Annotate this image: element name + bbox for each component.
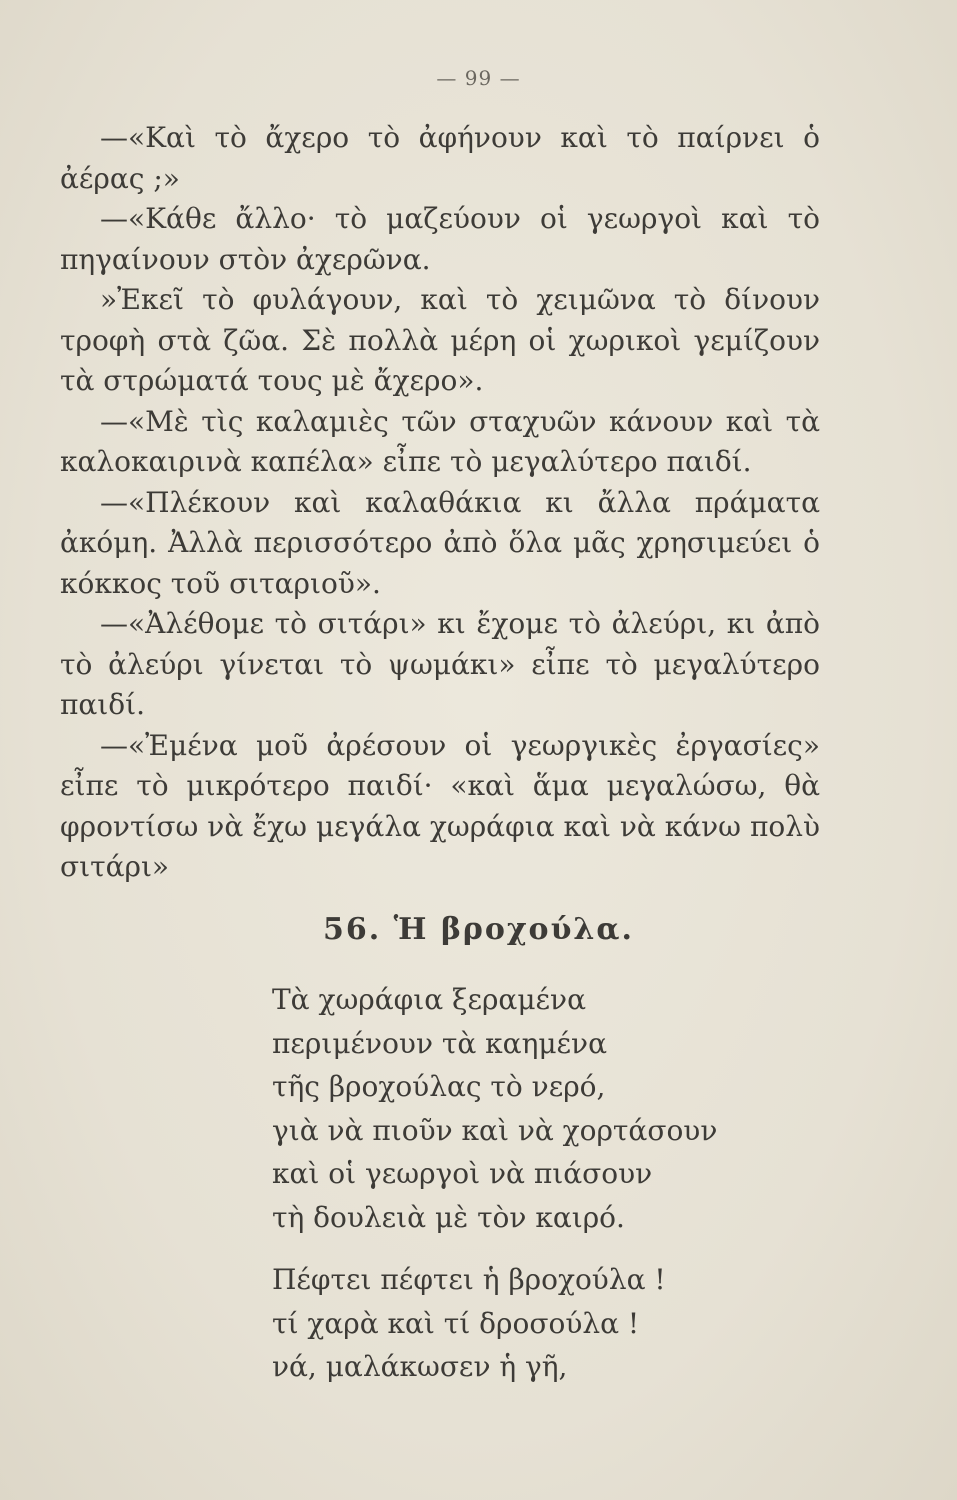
prose-line: καλοκαιρινὰ καπέλα» εἶπε τὸ μεγαλύτερο παιδί. [60, 445, 752, 478]
prose-line: ἀέρας ;» [60, 161, 180, 195]
prose-line: εἶπε τὸ μικρότερο παιδί· «καὶ ἅμα μεγαλώσω, θὰ [60, 769, 820, 802]
poem-line: τῆς βροχούλας τὸ νερό, [272, 1070, 606, 1103]
prose-line: —«Ἀλέθομε τὸ σιτάρι» κι ἔχομε τὸ ἀλεύρι, κι ἀπὸ [100, 607, 820, 640]
poem-line: Τὰ χωράφια ξεραμένα [272, 983, 586, 1016]
prose-line: —«Μὲ τὶς καλαμιὲς τῶν σταχυῶν κάνουν καὶ τὰ [100, 404, 820, 438]
prose-text [60, 118, 820, 888]
prose-line: »Ἐκεῖ τὸ φυλάγουν, καὶ τὸ χειμῶνα τὸ δίνουν [100, 283, 820, 316]
prose-line: τροφὴ στὰ ζῶα. Σὲ πολλὰ μέρη οἱ χωρικοὶ γεμίζουν [60, 323, 820, 357]
prose-line: κόκκος τοῦ σιταριοῦ». [60, 566, 381, 600]
poem-line: γιὰ νὰ πιοῦν καὶ νὰ χορτάσουν [272, 1113, 718, 1147]
poem-line: τὴ δουλειὰ μὲ τὸν καιρό. [272, 1200, 625, 1234]
prose-line: παιδί. [60, 688, 146, 721]
poem-line: τί χαρὰ καὶ τί δροσούλα ! [272, 1306, 640, 1340]
poem-stanza-1 [272, 978, 832, 1239]
prose-line: πηγαίνουν στὸν ἀχερῶνα. [60, 242, 431, 276]
poem-stanza-2 [272, 1258, 832, 1389]
prose-line: —«Καὶ τὸ ἄχερο τὸ ἀφήνουν καὶ τὸ παίρνει ὁ [100, 121, 820, 154]
prose-line: —«Κάθε ἄλλο· τὸ μαζεύουν οἱ γεωργοὶ καὶ τὸ [100, 202, 820, 235]
prose-line: σιτάρι» [60, 850, 170, 883]
poem-line: καὶ οἱ γεωργοὶ νὰ πιάσουν [272, 1157, 653, 1190]
poem-line: Πέφτει πέφτει ἡ βροχούλα ! [272, 1263, 666, 1296]
prose-line: —«Πλέκουν καὶ καλαθάκια κι ἄλλα πράματα [100, 485, 820, 519]
prose-line: τὰ στρώματά τους μὲ ἄχερο». [60, 364, 484, 397]
page-number: — 99 — [436, 66, 521, 90]
prose-line: φροντίσω νὰ ἔχω μεγάλα χωράφια καὶ νὰ κάνω πολὺ [60, 809, 820, 843]
poem-line: περιμένουν τὰ καημένα [272, 1026, 607, 1060]
section-heading: 56. Ἡ βροχούλα. [323, 912, 634, 947]
prose-line: ἀκόμη. Ἀλλὰ περισσότερο ἀπὸ ὅλα μᾶς χρησιμεύει ὁ [60, 526, 820, 559]
prose-line: τὸ ἀλεύρι γίνεται τὸ ψωμάκι» εἶπε τὸ μεγαλύτερο [60, 647, 820, 681]
prose-line: —«Ἐμένα μοῦ ἀρέσουν οἱ γεωργικὲς ἐργασίες» [100, 728, 820, 762]
poem-line: νά, μαλάκωσεν ἡ γῆ, [272, 1350, 568, 1383]
